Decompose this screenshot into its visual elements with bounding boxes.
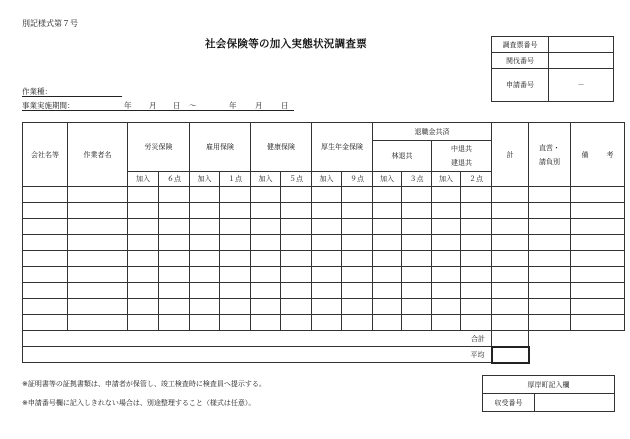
table-cell[interactable] [190, 187, 220, 203]
table-cell[interactable] [220, 235, 251, 251]
table-cell[interactable] [190, 283, 220, 299]
table-cell[interactable] [128, 283, 159, 299]
table-cell[interactable] [373, 187, 402, 203]
table-cell[interactable] [312, 283, 342, 299]
table-row [23, 235, 625, 251]
table-cell[interactable] [402, 235, 432, 251]
table-cell[interactable] [342, 283, 373, 299]
table-cell[interactable] [529, 299, 571, 315]
table-cell[interactable] [128, 315, 159, 331]
table-cell[interactable] [571, 315, 625, 331]
table-cell[interactable] [190, 315, 220, 331]
table-cell[interactable] [342, 315, 373, 331]
period-end-year: 年 [229, 101, 237, 110]
table-row [23, 251, 625, 267]
sum-total-cell[interactable] [492, 331, 529, 347]
col-total: 計 [492, 123, 529, 187]
table-cell[interactable] [432, 267, 461, 283]
period-tilde: ～ [189, 101, 197, 110]
koyou-kanyu: 加入 [190, 172, 220, 187]
period-start-month: 月 [149, 101, 157, 110]
table-cell[interactable] [220, 203, 251, 219]
table-cell[interactable] [373, 267, 402, 283]
application-number-label: 申請番号 [492, 69, 549, 102]
col-koyou: 雇用保険 [190, 123, 251, 172]
table-cell[interactable] [461, 283, 492, 299]
col-rousai: 労災保険 [128, 123, 190, 172]
table-cell[interactable] [461, 267, 492, 283]
table-cell[interactable] [220, 219, 251, 235]
table-cell[interactable] [190, 251, 220, 267]
table-cell[interactable] [68, 251, 128, 267]
table-cell[interactable] [281, 283, 312, 299]
id-box [491, 36, 614, 102]
table-cell[interactable] [159, 187, 190, 203]
form-number: 別記様式第７号 [22, 19, 78, 28]
survey-table [22, 122, 625, 364]
table-cell[interactable] [220, 283, 251, 299]
table-cell[interactable] [312, 187, 342, 203]
table-cell[interactable] [281, 267, 312, 283]
work-period-underline [22, 110, 294, 111]
related-number-field[interactable] [549, 53, 614, 69]
table-cell[interactable] [68, 187, 128, 203]
table-cell[interactable] [402, 315, 432, 331]
table-cell[interactable] [190, 203, 220, 219]
period-end-day: 日 [281, 101, 289, 110]
table-cell[interactable] [571, 299, 625, 315]
table-cell[interactable] [461, 315, 492, 331]
table-cell[interactable] [571, 283, 625, 299]
table-cell[interactable] [461, 299, 492, 315]
table-cell[interactable] [159, 203, 190, 219]
kenkou-kanyu: 加入 [251, 172, 281, 187]
rintai-kanyu: 加入 [373, 172, 402, 187]
table-cell[interactable] [281, 219, 312, 235]
col-rintai: 林退共 [373, 141, 432, 172]
table-cell[interactable] [23, 219, 68, 235]
table-cell[interactable] [432, 203, 461, 219]
kousei-points: ９点 [342, 172, 373, 187]
table-cell[interactable] [312, 203, 342, 219]
table-cell[interactable] [461, 219, 492, 235]
table-cell[interactable] [281, 315, 312, 331]
table-cell[interactable] [312, 251, 342, 267]
table-cell[interactable] [373, 251, 402, 267]
rintai-points: ３点 [402, 172, 432, 187]
table-row [23, 283, 625, 299]
col-chutai-line2: 建退共 [451, 159, 472, 167]
table-cell[interactable] [492, 187, 529, 203]
table-row [23, 219, 625, 235]
table-cell[interactable] [23, 299, 68, 315]
table-cell[interactable] [402, 219, 432, 235]
table-cell[interactable] [492, 299, 529, 315]
table-cell[interactable] [23, 267, 68, 283]
kousei-kanyu: 加入 [312, 172, 342, 187]
table-cell[interactable] [68, 315, 128, 331]
town-use-box [482, 375, 615, 412]
table-cell[interactable] [128, 219, 159, 235]
table-cell[interactable] [571, 219, 625, 235]
chutai-points: ２点 [461, 172, 492, 187]
table-cell[interactable] [68, 203, 128, 219]
table-cell[interactable] [402, 187, 432, 203]
col-remarks-char1: 備 [581, 150, 589, 159]
table-cell[interactable] [529, 187, 571, 203]
table-cell[interactable] [159, 251, 190, 267]
table-cell[interactable] [251, 203, 281, 219]
col-direct [529, 123, 571, 187]
table-row [23, 299, 625, 315]
koyou-points: １点 [220, 172, 251, 187]
table-cell[interactable] [492, 283, 529, 299]
table-cell[interactable] [373, 283, 402, 299]
col-worker-name: 作業者名 [68, 123, 128, 187]
period-end-month: 月 [255, 101, 263, 110]
table-cell[interactable] [159, 219, 190, 235]
avg-total-cell[interactable] [492, 347, 529, 363]
note-2: ※申請番号欄に記入しきれない場合は、別途整理すること（様式は任意）。 [22, 399, 256, 407]
table-cell[interactable] [23, 251, 68, 267]
table-cell[interactable] [342, 203, 373, 219]
table-cell[interactable] [432, 283, 461, 299]
table-cell[interactable] [190, 219, 220, 235]
table-cell[interactable] [251, 267, 281, 283]
page-title: 社会保険等の加入実態状況調査票 [205, 38, 367, 50]
chutai-kanyu: 加入 [432, 172, 461, 187]
table-cell[interactable] [432, 219, 461, 235]
table-cell[interactable] [68, 299, 128, 315]
table-cell[interactable] [220, 299, 251, 315]
receipt-number-field[interactable] [535, 394, 615, 412]
table-cell[interactable] [251, 187, 281, 203]
table-cell[interactable] [402, 283, 432, 299]
col-company-name: 会社名等 [23, 123, 68, 187]
table-row [23, 315, 625, 331]
table-cell[interactable] [312, 299, 342, 315]
table-row [23, 203, 625, 219]
table-cell[interactable] [342, 299, 373, 315]
table-cell[interactable] [159, 299, 190, 315]
table-cell[interactable] [251, 235, 281, 251]
table-cell[interactable] [312, 315, 342, 331]
note-1: ※証明書等の証拠書類は、申請者が保管し、竣工検査時に検査員へ提示する。 [22, 380, 266, 388]
col-direct-line2: 請負別 [539, 157, 560, 166]
table-cell[interactable] [190, 267, 220, 283]
table-cell[interactable] [281, 203, 312, 219]
table-cell[interactable] [68, 267, 128, 283]
table-cell[interactable] [281, 235, 312, 251]
table-cell[interactable] [571, 267, 625, 283]
period-start-day: 日 [173, 101, 181, 110]
table-cell[interactable] [529, 203, 571, 219]
work-period-label: 事業実施期間： [22, 101, 75, 110]
period-start-year: 年 [124, 101, 132, 110]
table-cell[interactable] [373, 315, 402, 331]
col-taishoku: 退職金共済 [373, 123, 492, 141]
table-cell[interactable] [23, 315, 68, 331]
table-cell[interactable] [159, 267, 190, 283]
table-cell[interactable] [492, 315, 529, 331]
table-row [23, 187, 625, 203]
table-cell[interactable] [492, 251, 529, 267]
rousai-points: ６点 [159, 172, 190, 187]
table-cell[interactable] [342, 251, 373, 267]
table-cell[interactable] [402, 203, 432, 219]
table-cell[interactable] [571, 235, 625, 251]
survey-number-label: 調査票番号 [492, 37, 549, 53]
table-cell[interactable] [529, 235, 571, 251]
table-cell[interactable] [68, 283, 128, 299]
table-cell[interactable] [342, 267, 373, 283]
table-cell[interactable] [373, 235, 402, 251]
table-cell[interactable] [461, 203, 492, 219]
table-cell[interactable] [251, 251, 281, 267]
table-cell[interactable] [220, 251, 251, 267]
table-cell[interactable] [571, 203, 625, 219]
table-cell[interactable] [342, 219, 373, 235]
table-cell[interactable] [373, 299, 402, 315]
table-cell[interactable] [432, 251, 461, 267]
table-cell[interactable] [68, 235, 128, 251]
kenkou-points: ５点 [281, 172, 312, 187]
table-cell[interactable] [128, 299, 159, 315]
table-cell[interactable] [251, 299, 281, 315]
sum-label: 合計 [23, 331, 492, 347]
table-cell[interactable] [402, 251, 432, 267]
table-cell[interactable] [128, 267, 159, 283]
rousai-kanyu: 加入 [128, 172, 159, 187]
table-cell[interactable] [492, 219, 529, 235]
application-number-field[interactable]: － [549, 69, 614, 102]
related-number-label: 関伐番号 [492, 53, 549, 69]
table-cell[interactable] [312, 219, 342, 235]
table-cell[interactable] [23, 283, 68, 299]
col-direct-line1: 直営・ [539, 143, 560, 152]
table-cell[interactable] [529, 219, 571, 235]
table-cell[interactable] [492, 267, 529, 283]
table-cell[interactable] [529, 283, 571, 299]
table-cell[interactable] [529, 251, 571, 267]
table-cell[interactable] [492, 235, 529, 251]
table-cell[interactable] [281, 299, 312, 315]
table-cell[interactable] [432, 315, 461, 331]
table-cell[interactable] [312, 267, 342, 283]
work-type-underline [22, 96, 122, 97]
town-use-header: 厚岸町記入欄 [483, 376, 615, 394]
table-cell[interactable] [251, 219, 281, 235]
table-cell[interactable] [402, 267, 432, 283]
table-cell[interactable] [461, 187, 492, 203]
table-cell[interactable] [342, 187, 373, 203]
table-cell[interactable] [432, 235, 461, 251]
table-cell[interactable] [251, 283, 281, 299]
col-chutai-line1: 中退共 [451, 145, 472, 153]
table-cell[interactable] [342, 235, 373, 251]
table-cell[interactable] [128, 187, 159, 203]
table-cell[interactable] [251, 315, 281, 331]
table-cell[interactable] [190, 235, 220, 251]
table-cell[interactable] [432, 299, 461, 315]
table-cell[interactable] [159, 235, 190, 251]
table-cell[interactable] [461, 235, 492, 251]
col-remarks-char2: 考 [606, 150, 614, 159]
table-cell[interactable] [571, 251, 625, 267]
table-cell[interactable] [281, 251, 312, 267]
table-cell[interactable] [128, 235, 159, 251]
receipt-number-label: 収受番号 [483, 394, 535, 412]
table-cell[interactable] [190, 299, 220, 315]
table-row [23, 267, 625, 283]
table-cell[interactable] [220, 315, 251, 331]
table-cell[interactable] [529, 267, 571, 283]
col-kousei: 厚生年金保険 [312, 123, 373, 172]
work-type-label: 作業種： [22, 87, 52, 96]
table-cell[interactable] [461, 251, 492, 267]
col-kenkou: 健康保険 [251, 123, 312, 172]
table-cell[interactable] [220, 267, 251, 283]
table-cell[interactable] [128, 251, 159, 267]
survey-number-field[interactable] [549, 37, 614, 53]
table-cell[interactable] [312, 235, 342, 251]
table-cell[interactable] [373, 219, 402, 235]
col-chutai [432, 141, 492, 172]
table-cell[interactable] [68, 219, 128, 235]
table-cell[interactable] [373, 203, 402, 219]
table-cell[interactable] [529, 315, 571, 331]
table-cell[interactable] [23, 235, 68, 251]
table-cell[interactable] [220, 187, 251, 203]
table-cell[interactable] [432, 187, 461, 203]
table-cell[interactable] [159, 315, 190, 331]
table-cell[interactable] [159, 283, 190, 299]
table-cell[interactable] [402, 299, 432, 315]
table-cell[interactable] [492, 203, 529, 219]
table-cell[interactable] [23, 203, 68, 219]
table-cell[interactable] [128, 203, 159, 219]
table-cell[interactable] [23, 187, 68, 203]
table-cell[interactable] [281, 187, 312, 203]
col-remarks [571, 123, 625, 187]
avg-label: 平均 [23, 347, 492, 363]
table-cell[interactable] [571, 187, 625, 203]
